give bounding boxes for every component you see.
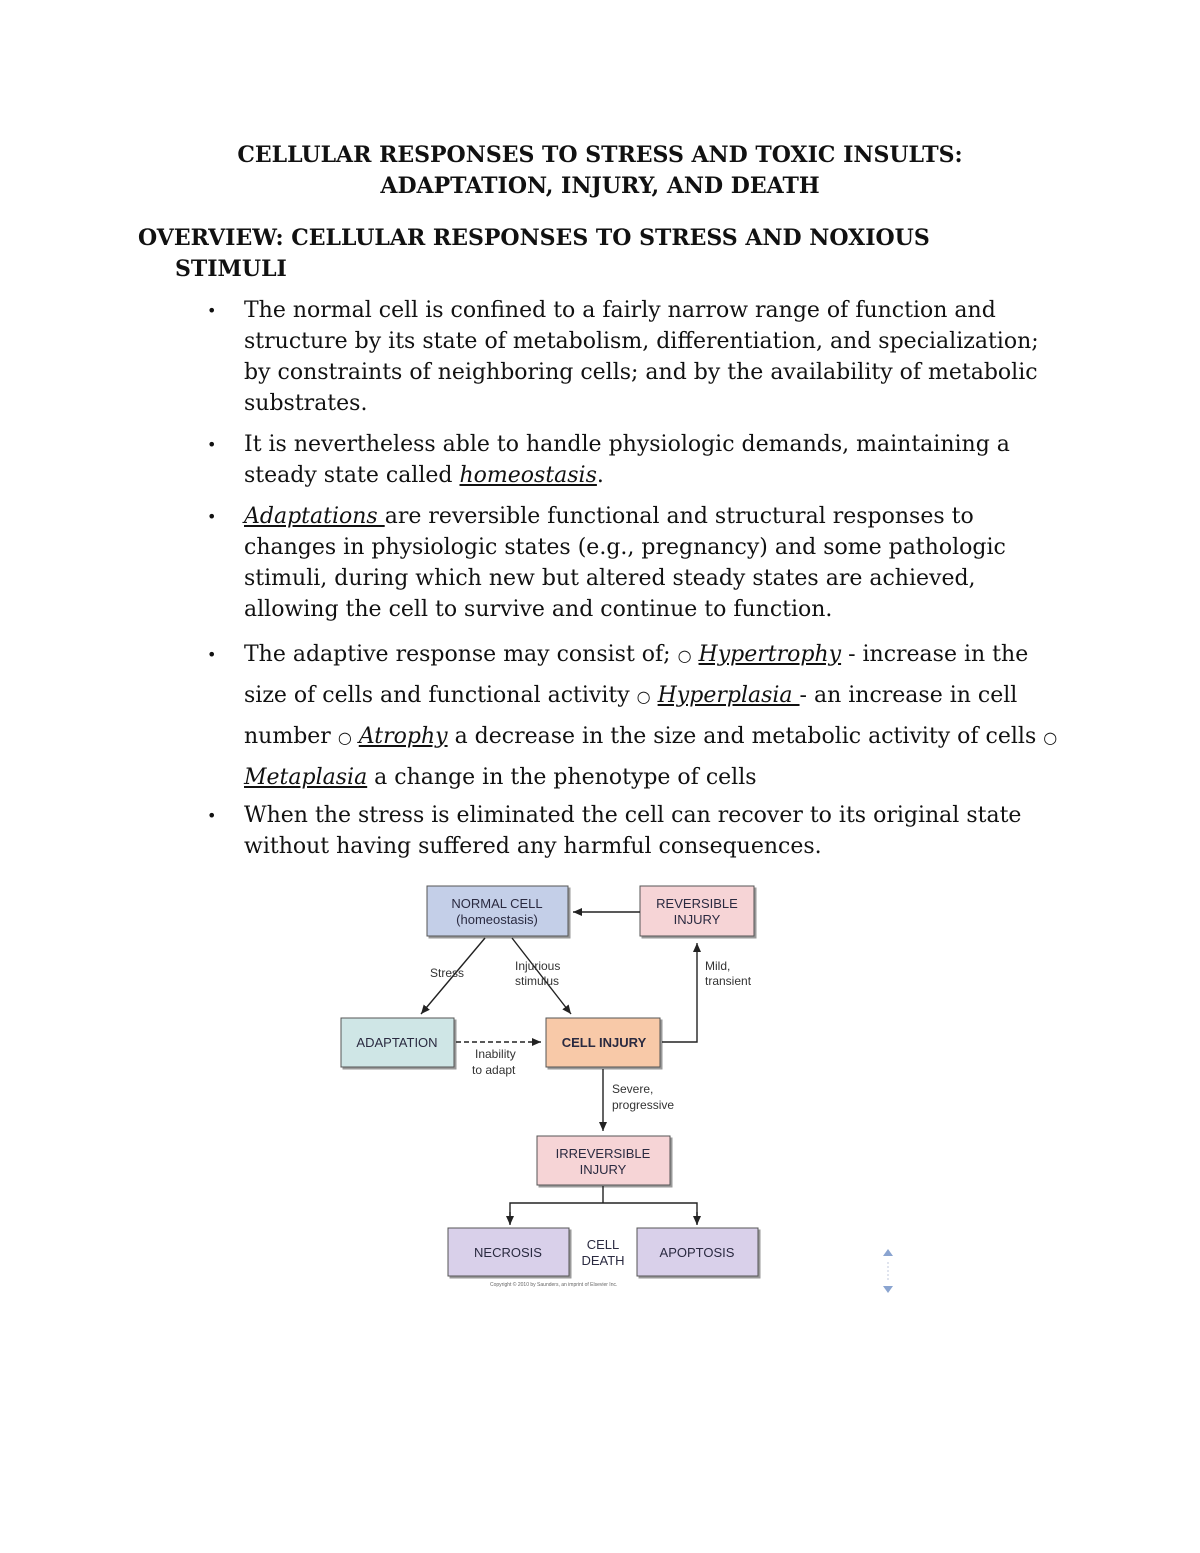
bullet-item [205,800,1065,862]
sub-bullet-glyph: ○ [1043,728,1058,747]
bullet-text: a decrease in the size and metabolic activity of cells [447,724,1044,749]
term-homeostasis: homeostasis [459,463,597,488]
label-to-adapt: to adapt [472,1063,516,1077]
bullet-text: . [596,463,604,488]
bullet-text: - increase in the size of cells and functional activity [244,642,1029,708]
bullet-item [205,429,1065,491]
bullet-text: - an increase in cell number [244,683,1018,749]
cell-injury-label: CELL INJURY [561,1035,647,1050]
overview-heading-line-2: STIMULI [175,256,287,282]
sub-bullet-glyph: ○ [677,646,692,665]
term-hyperplasia: Hyperplasia [657,683,800,708]
label-death: DEATH [581,1253,625,1268]
reversible-injury-box [640,886,754,936]
bullet-text: a change in the phenotype of cells [367,765,757,790]
label-cell: CELL [586,1237,620,1252]
connector-cell-death [510,1203,697,1224]
bullet-glyph: • [207,435,217,454]
normal-cell-label: NORMAL CELL [451,896,543,911]
label-progressive: progressive [612,1098,675,1112]
label-stress: Stress [430,966,465,980]
label-stimulus: stimulus [515,974,560,988]
reversible-injury-label: REVERSIBLE [656,896,738,911]
necrosis-label: NECROSIS [474,1245,542,1260]
label-mild: Mild, [705,959,731,973]
bullet-text: The adaptive response may consist of; [244,642,678,667]
bullet-item [205,635,1065,798]
diagram-copyright: Copyright © 2010 by Saunders, an imprint of Elsevier Inc. [490,1282,618,1288]
term-hypertrophy: Hypertrophy [698,642,842,667]
label-severe: Severe, [612,1082,654,1096]
bullet-item [205,295,1065,419]
bullet-list [205,295,1065,872]
overview-heading-line-1: OVERVIEW: CELLULAR RESPONSES TO STRESS AND NOXIOUS [138,225,930,251]
sub-bullet-glyph: ○ [337,728,352,747]
label-inability: Inability [475,1047,516,1061]
bullet-glyph: • [207,301,217,320]
term-atrophy: Atrophy [358,724,448,749]
bullet-text: The normal cell is confined to a fairly narrow range of function and structure by its state of metabolism, differentiation, and specialization; by constraints of neighboring cells; and by the availability of metabolic substrates. [244,298,1039,416]
sub-bullet-glyph: ○ [636,687,651,706]
adaptation-label: ADAPTATION [356,1035,438,1050]
bullet-glyph: • [207,507,217,526]
term-metaplasia: Metaplasia [244,765,368,790]
label-transient: transient [705,974,752,988]
title-line-1: CELLULAR RESPONSES TO STRESS AND TOXIC INSULTS: [237,142,963,168]
irreversible-injury-label: INJURY [579,1162,627,1177]
document-title [140,140,1060,202]
irreversible-injury-label: IRREVERSIBLE [555,1146,651,1161]
bullet-text: When the stress is eliminated the cell can recover to its original state without having suffered any harmful consequences. [244,803,1022,859]
arrow-mild-transient [662,943,697,1042]
bullet-glyph: • [207,645,217,664]
normal-cell-sublabel: (homeostasis) [456,912,538,927]
bullet-item [205,501,1065,625]
reversible-injury-label: INJURY [673,912,721,927]
bullet-text: It is nevertheless able to handle physiologic demands, maintaining a steady state called [244,432,1010,488]
bullet-glyph: • [207,806,217,825]
nav-up-icon[interactable] [883,1249,893,1256]
label-injurious: Injurious [515,959,561,973]
apoptosis-label: APOPTOSIS [659,1245,735,1260]
bullet-text: are reversible functional and structural responses to changes in physiologic states (e.g., pregnancy) and some pathologic stimuli, during which new but altered steady states are achieved, allowing the cell to survive and continue to function. [244,504,1006,622]
title-line-2: ADAPTATION, INJURY, AND DEATH [380,173,820,199]
nav-down-icon[interactable] [883,1286,893,1293]
cell-injury-flow-diagram [330,872,910,1302]
normal-cell-box [427,886,568,936]
term-adaptations: Adaptations [244,504,385,529]
overview-heading [138,223,1038,285]
